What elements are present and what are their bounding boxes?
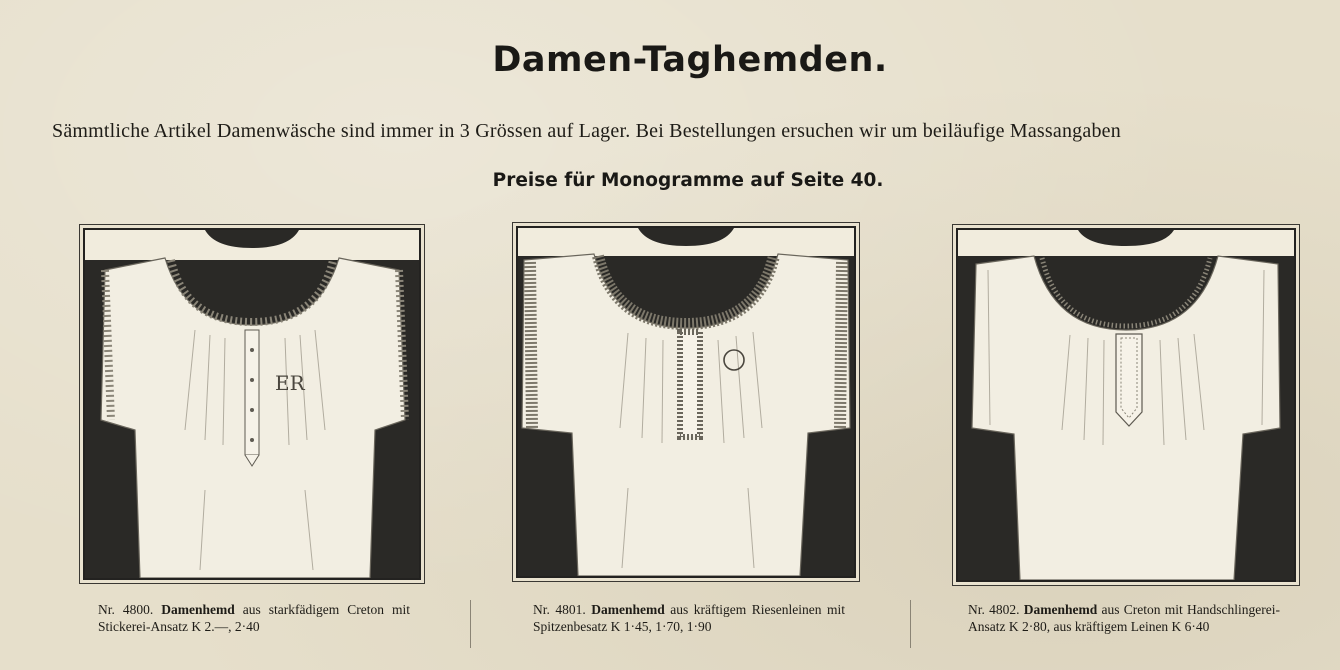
- caption-4800: [98, 601, 410, 635]
- caption-divider: [470, 600, 471, 648]
- nightshirt-illustration: [958, 230, 1294, 580]
- caption-text: aus kräftigem Riesenleinen mit Spitzenbesatz K 1·45, 1·70, 1·90: [533, 602, 846, 634]
- nightshirt-illustration: [518, 228, 854, 576]
- page-title: Damen-Taghemden.: [492, 40, 888, 80]
- product-illustration-4802: [956, 228, 1296, 582]
- nightshirt-illustration: [85, 230, 419, 578]
- caption-number: Nr. 4801.: [533, 602, 586, 617]
- caption-name: Damenhemd: [161, 602, 235, 617]
- caption-text: aus Creton mit Handschlingerei-Ansatz K 2·80, aus kräftigem Leinen K 6·40: [968, 602, 1281, 634]
- price-note: Preise für Monogramme auf Seite 40.: [492, 170, 884, 191]
- product-illustration-4800: [83, 228, 421, 580]
- monogram: ER: [275, 371, 305, 395]
- page-subtitle: Sämmtliche Artikel Damenwäsche sind immer in 3 Grössen auf Lager. Bei Bestellungen ersuchen wir um beiläufige Massangaben: [52, 120, 1121, 142]
- caption-name: Damenhemd: [591, 602, 665, 617]
- caption-text: aus starkfädigem Creton mit Stickerei-Ansatz K 2.—, 2·40: [98, 602, 411, 634]
- caption-number: Nr. 4800.: [98, 602, 154, 617]
- caption-divider: [910, 600, 911, 648]
- caption-4801: [533, 601, 845, 635]
- caption-4802: [968, 601, 1280, 635]
- product-illustration-4801: [516, 226, 856, 578]
- caption-number: Nr. 4802.: [968, 602, 1020, 617]
- caption-name: Damenhemd: [1023, 602, 1098, 617]
